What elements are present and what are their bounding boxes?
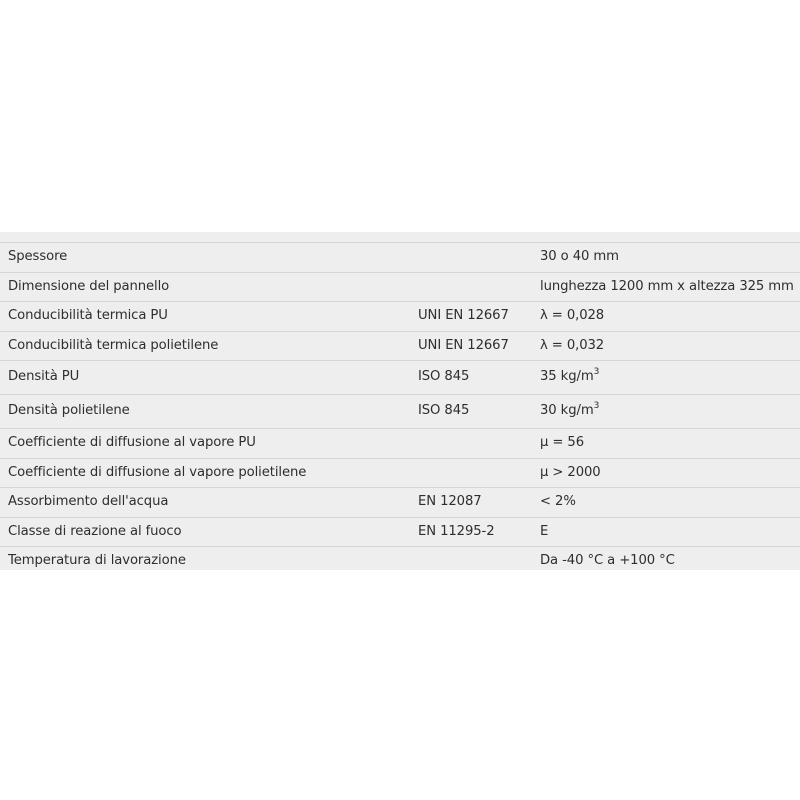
value-text: λ = 0,032 (540, 337, 605, 353)
value-cell (540, 308, 604, 323)
value-cell (540, 338, 604, 353)
value-text: 35 kg/m (540, 369, 594, 384)
property-cell: Coefficiente di diffusione al vapore polietilene (8, 464, 307, 480)
value-cell (540, 403, 599, 418)
property-cell: Conducibilità termica PU (8, 308, 168, 323)
property-cell: Densità PU (8, 369, 80, 384)
value-cell (540, 553, 675, 568)
value-cell (540, 494, 576, 509)
property-cell: Conducibilità termica polietilene (8, 337, 219, 353)
table-row (0, 331, 800, 361)
specifications-table (0, 232, 800, 570)
value-text: 30 o 40 mm (540, 249, 619, 264)
property-cell: Spessore (8, 249, 68, 264)
table-row (0, 394, 800, 428)
property-cell: Dimensione del pannello (8, 278, 170, 294)
norm-cell: UNI EN 12667 (418, 308, 509, 323)
value-cell (540, 435, 584, 450)
table-row (0, 360, 800, 394)
value-text: E (540, 523, 549, 539)
value-superscript: 3 (593, 401, 600, 411)
value-text: lunghezza 1200 mm x altezza 325 mm (540, 278, 794, 294)
value-cell (540, 465, 601, 480)
specifications-rows (0, 242, 800, 576)
value-cell (540, 524, 548, 539)
value-cell (540, 369, 599, 384)
property-cell: Assorbimento dell'acqua (8, 494, 169, 509)
property-cell: Temperatura di lavorazione (8, 553, 186, 568)
value-text: λ = 0,028 (540, 308, 605, 323)
table-row (0, 517, 800, 547)
table-row (0, 301, 800, 331)
norm-cell: EN 11295-2 (418, 523, 495, 539)
value-text: < 2% (540, 494, 576, 509)
property-cell: Densità polietilene (8, 403, 130, 418)
norm-cell: ISO 845 (418, 369, 470, 384)
value-text: μ = 56 (540, 435, 585, 450)
table-row (0, 428, 800, 458)
table-row (0, 546, 800, 576)
table-row (0, 487, 800, 517)
norm-cell: ISO 845 (418, 403, 470, 418)
property-cell: Coefficiente di diffusione al vapore PU (8, 435, 256, 450)
value-cell (540, 279, 794, 294)
value-text: μ > 2000 (540, 464, 601, 480)
table-row (0, 242, 800, 272)
value-cell (540, 249, 619, 264)
property-cell: Classe di reazione al fuoco (8, 523, 182, 539)
norm-cell: EN 12087 (418, 494, 482, 509)
table-row (0, 272, 800, 302)
value-text: 30 kg/m (540, 403, 594, 418)
value-superscript: 3 (593, 367, 600, 377)
value-text: Da -40 °C a +100 °C (540, 553, 675, 568)
norm-cell: UNI EN 12667 (418, 337, 509, 353)
table-row (0, 458, 800, 488)
